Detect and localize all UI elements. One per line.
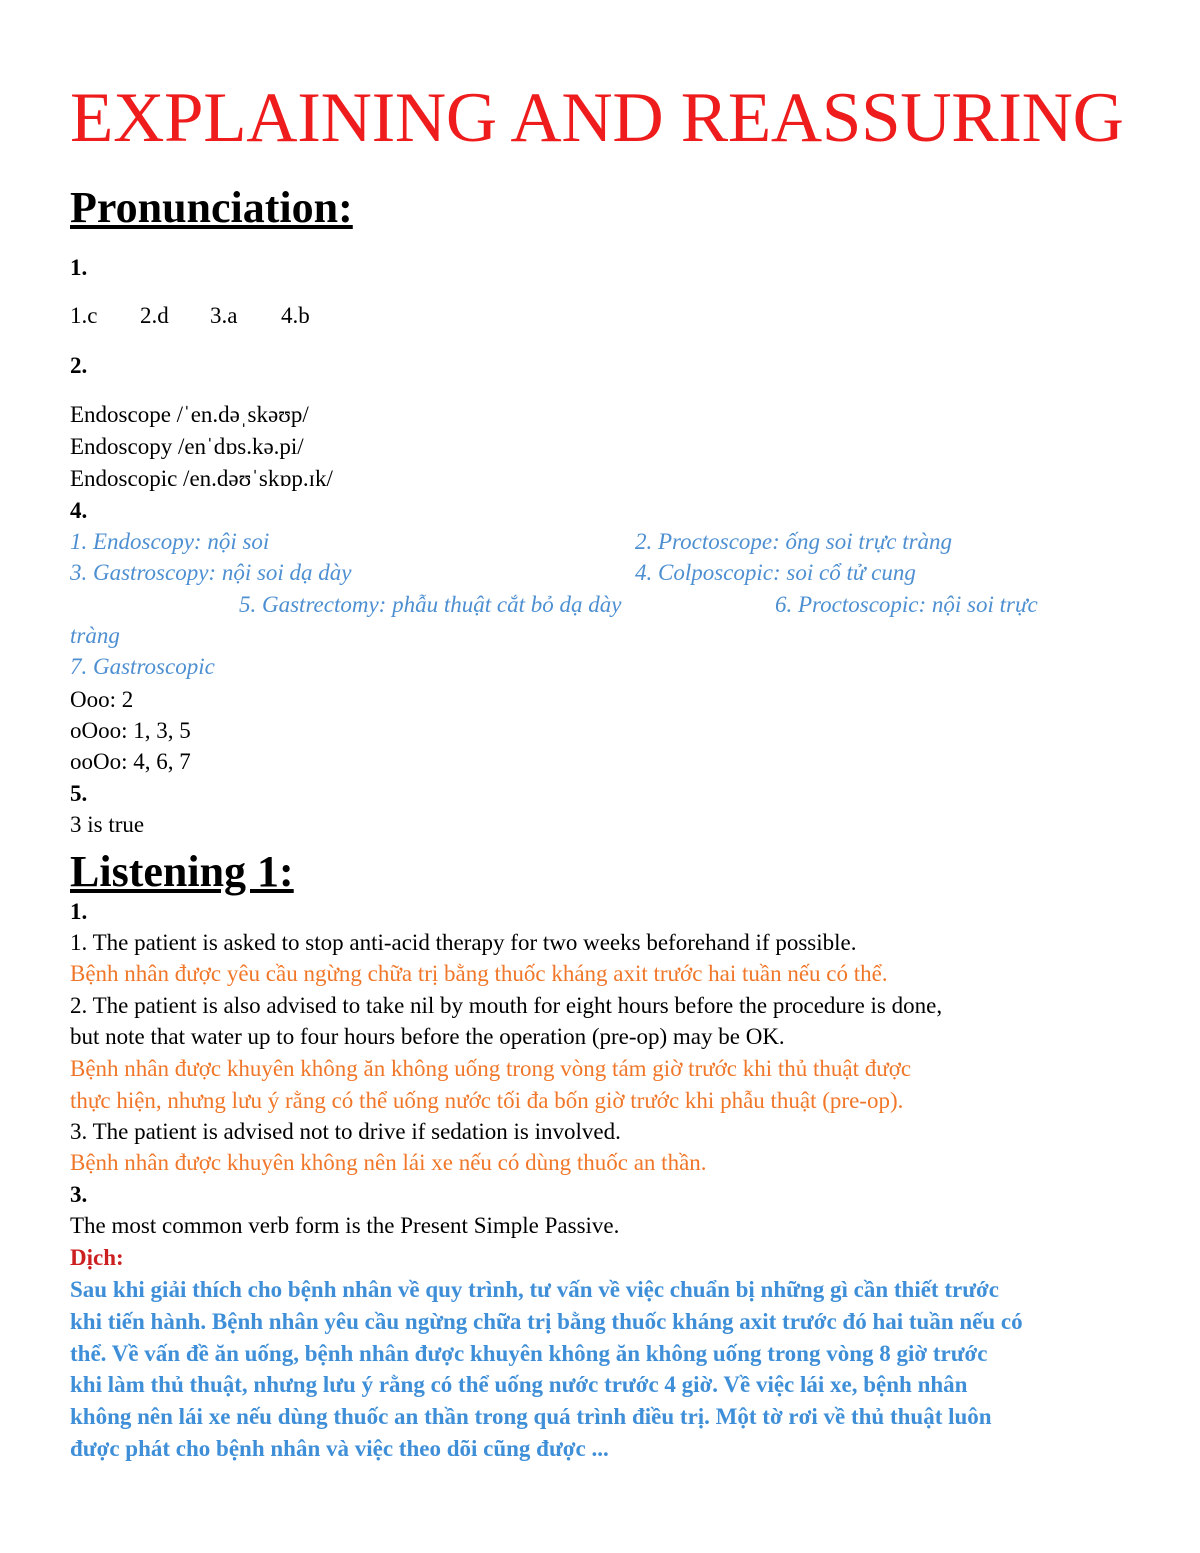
answer-text: 3 is true: [70, 812, 145, 837]
question-label: 3.: [70, 1182, 88, 1207]
statement-line: but note that water up to four hours before the operation (pre-op) may be OK.: [70, 1024, 785, 1049]
term-item: 6. Proctoscopic: nội soi trực: [775, 592, 1038, 617]
translation-line: Bệnh nhân được khuyên không nên lái xe nếu có dùng thuốc an thần.: [70, 1150, 707, 1175]
question-label: 2.: [70, 353, 88, 378]
answer-item: 3.a: [210, 303, 238, 328]
translation-line: Bệnh nhân được yêu cầu ngừng chữa trị bằng thuốc kháng axit trước hai tuần nếu có thể.: [70, 961, 888, 986]
term-item: 2. Proctoscope: ống soi trực tràng: [635, 529, 953, 554]
answer-item: 1.c: [70, 303, 98, 328]
answer-item: 4.b: [281, 303, 310, 328]
statement-line: 2. The patient is also advised to take nil by mouth for eight hours before the procedure is done,: [70, 993, 943, 1018]
summary-line: không nên lái xe nếu dùng thuốc an thần trong quá trình điều trị. Một tờ rơi về thủ thuật luôn: [70, 1404, 992, 1429]
question-label: 1.: [70, 899, 88, 924]
ipa-line: Endoscopy /enˈdɒs.kə.pi/: [70, 434, 304, 459]
term-item: 5. Gastrectomy: phẫu thuật cắt bỏ dạ dày: [239, 592, 622, 617]
term-item: 7. Gastroscopic: [70, 654, 215, 679]
term-item: 1. Endoscopy: nội soi: [70, 529, 270, 554]
summary-line: khi tiến hành. Bệnh nhân yêu cầu ngừng chữa trị bằng thuốc kháng axit trước đó hai tuần nếu có: [70, 1309, 1023, 1334]
translation-line: Bệnh nhân được khuyên không ăn không uống trong vòng tám giờ trước khi thủ thuật được: [70, 1056, 912, 1081]
summary-line: Sau khi giải thích cho bệnh nhân về quy trình, tư vấn về việc chuẩn bị những gì cần thiết trước: [70, 1277, 999, 1302]
stress-pattern: Ooo: 2: [70, 687, 134, 712]
summary-line: khi làm thủ thuật, nhưng lưu ý rằng có thể uống nước trước 4 giờ. Về việc lái xe, bệnh nhân: [70, 1372, 968, 1397]
dich-label: Dịch:: [70, 1245, 124, 1270]
pronunciation-heading: Pronunciation:: [70, 183, 353, 232]
statement-line: 3. The patient is advised not to drive if sedation is involved.: [70, 1119, 621, 1144]
listening-heading: Listening 1:: [70, 847, 294, 896]
page-title: EXPLAINING AND REASSURING: [70, 79, 1124, 157]
question-label: 1.: [70, 255, 88, 280]
question-label: 4.: [70, 498, 88, 523]
term-item: 4. Colposcopic: soi cổ tử cung: [635, 560, 916, 585]
statement-line: 1. The patient is asked to stop anti-acid therapy for two weeks beforehand if possible.: [70, 930, 857, 955]
term-item: 3. Gastroscopy: nội soi dạ dày: [70, 560, 352, 585]
term-item: tràng: [70, 623, 120, 648]
stress-pattern: oOoo: 1, 3, 5: [70, 718, 191, 743]
ipa-line: Endoscope /ˈen.dəˌskəʊp/: [70, 402, 309, 427]
ipa-line: Endoscopic /en.dəʊˈskɒp.ɪk/: [70, 466, 333, 491]
answer-row: [70, 303, 310, 329]
question-label: 5.: [70, 781, 88, 806]
answer-text: The most common verb form is the Present Simple Passive.: [70, 1213, 620, 1238]
summary-line: được phát cho bệnh nhân và việc theo dõi cũng được ...: [70, 1436, 609, 1461]
answer-item: 2.d: [140, 303, 169, 328]
translation-line: thực hiện, nhưng lưu ý rằng có thể uống nước tối đa bốn giờ trước khi phẫu thuật (pre-op).: [70, 1088, 904, 1113]
stress-pattern: ooOo: 4, 6, 7: [70, 749, 191, 774]
summary-line: thể. Về vấn đề ăn uống, bệnh nhân được khuyên không ăn không uống trong vòng 8 giờ trước: [70, 1341, 988, 1366]
